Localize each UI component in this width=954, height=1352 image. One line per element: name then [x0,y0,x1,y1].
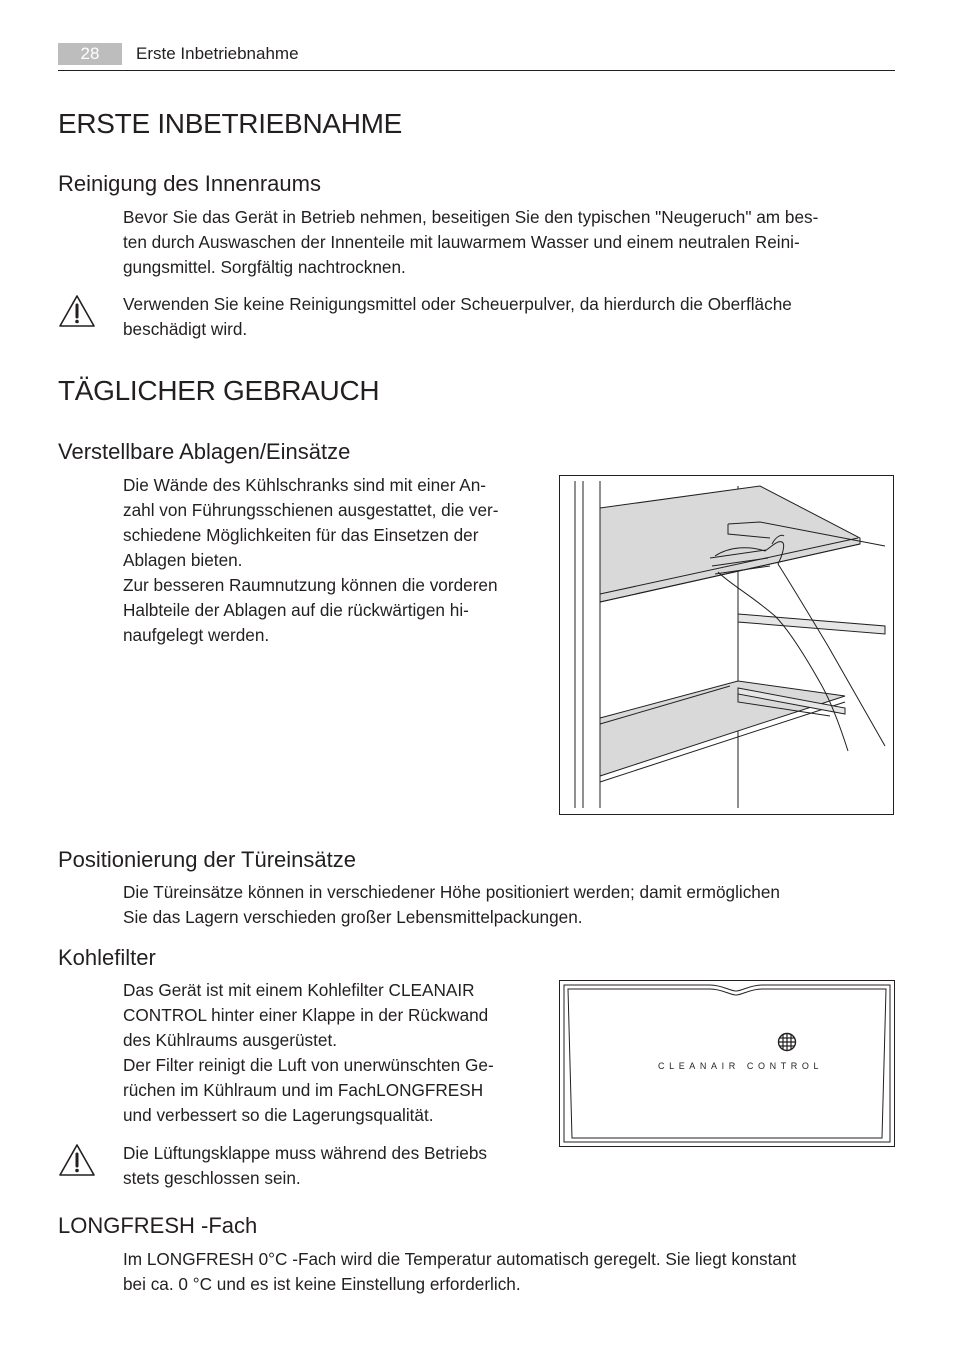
subsection-title-tuereinsaetze: Positionierung der Türeinsätze [58,847,356,872]
text-line: des Kühlraums ausgerüstet. [123,1030,338,1050]
text-line: Der Filter reinigt die Luft von unerwünschten Ge- [123,1055,494,1075]
cleanair-label: CLEANAIR CONTROL [658,1061,824,1071]
paragraph-longfresh [123,1247,903,1297]
text-line: rüchen im Kühlraum und im FachLONGFRESH [123,1080,484,1100]
warning-triangle-icon [58,1143,96,1177]
text-line: stets geschlossen sein. [123,1168,301,1188]
paragraph-tuereinsaetze [123,880,903,930]
paragraph-kohlefilter [123,978,553,1128]
subsection-title-kohlefilter: Kohlefilter [58,945,156,970]
globe-grid-icon [777,1032,797,1052]
text-line: gungsmittel. Sorgfältig nachtrocknen. [123,257,406,277]
text-line: und verbessert so die Lagerungsqualität. [123,1105,434,1125]
text-line: beschädigt wird. [123,319,248,339]
text-line: zahl von Führungsschienen ausgestattet, die ver- [123,500,499,520]
text-line: Sie das Lagern verschieden großer Lebensmittelpackungen. [123,907,583,927]
text-line: schiedene Möglichkeiten für das Einsetzen der [123,525,479,545]
page-number: 28 [58,43,122,65]
text-line: CONTROL hinter einer Klappe in der Rückwand [123,1005,489,1025]
text-line: Zur besseren Raumnutzung können die vorderen [123,575,498,595]
section-title-taeglicher-gebrauch: TÄGLICHER GEBRAUCH [58,375,380,406]
subsection-title-longfresh: LONGFRESH -Fach [58,1213,258,1238]
text-line: Verwenden Sie keine Reinigungsmittel oder Scheuerpulver, da hierdurch die Oberfläche [123,294,792,314]
warning-lueftungsklappe [123,1141,553,1191]
subsection-title-reinigung: Reinigung des Innenraums [58,171,321,196]
paragraph-reinigung [123,205,903,280]
text-line: Die Türeinsätze können in verschiedener Höhe positioniert werden; damit ermöglichen [123,882,780,902]
warning-reinigung [123,292,903,342]
text-line: Das Gerät ist mit einem Kohlefilter CLEANAIR [123,980,475,1000]
text-line: Die Wände des Kühlschranks sind mit einer An- [123,475,487,495]
header-rule [58,70,895,71]
warning-triangle-icon [58,294,96,328]
shelf-illustration [559,475,894,815]
text-line: Ablagen bieten. [123,550,243,570]
text-line: Bevor Sie das Gerät in Betrieb nehmen, beseitigen Sie den typischen "Neugeruch" am bes- [123,207,819,227]
text-line: bei ca. 0 °C und es ist keine Einstellung erforderlich. [123,1274,521,1294]
text-line: ten durch Auswaschen der Innenteile mit lauwarmem Wasser und einem neutralen Reini- [123,232,800,252]
subsection-title-ablagen: Verstellbare Ablagen/Einsätze [58,439,351,464]
text-line: Im LONGFRESH 0°C -Fach wird die Temperatur automatisch geregelt. Sie liegt konstant [123,1249,797,1269]
running-title: Erste Inbetriebnahme [136,44,299,63]
text-line: Halbteile der Ablagen auf die rückwärtigen hi- [123,600,469,620]
text-line: naufgelegt werden. [123,625,270,645]
section-title-erste-inbetriebnahme: ERSTE INBETRIEBNAHME [58,108,403,139]
cleanair-illustration [559,980,895,1147]
text-line: Die Lüftungsklappe muss während des Betriebs [123,1143,488,1163]
shelf-drawing [560,476,893,814]
paragraph-ablagen [123,473,553,648]
